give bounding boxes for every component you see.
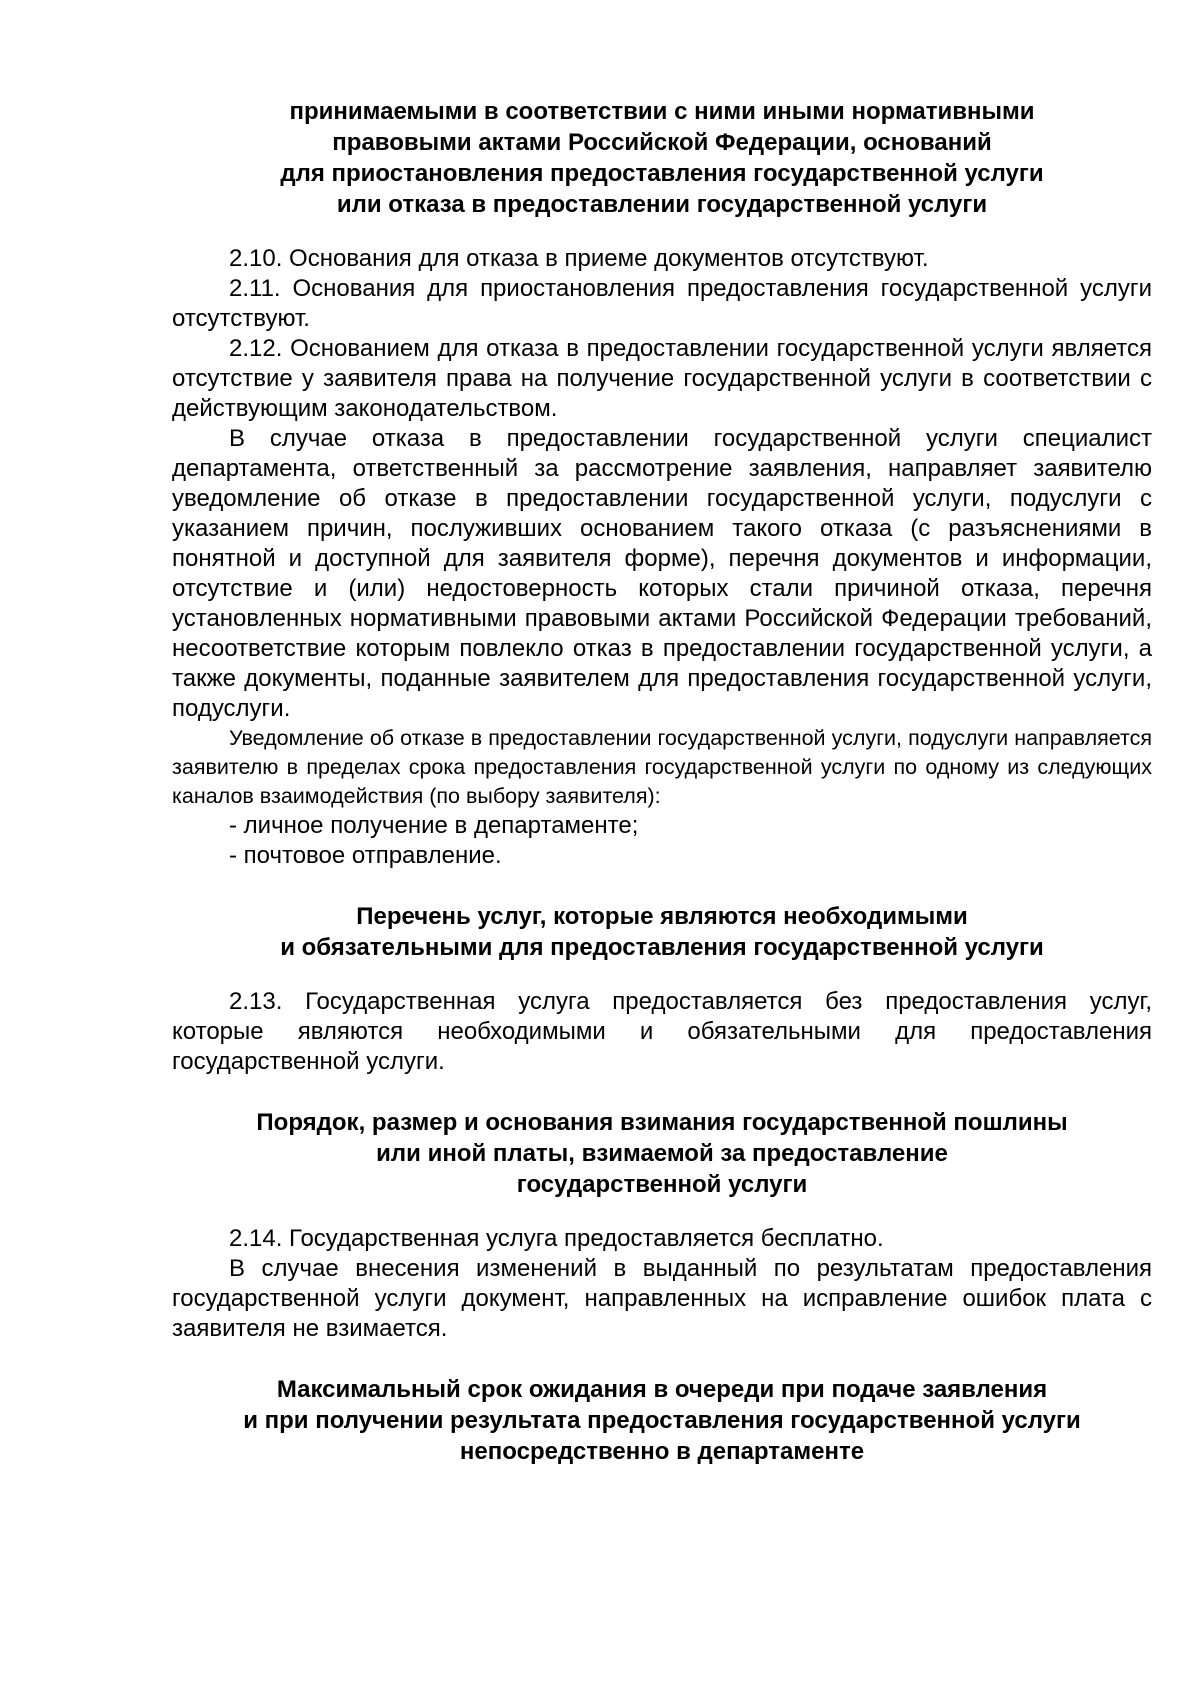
paragraph-2-10: 2.10. Основания для отказа в приеме документов отсутствуют. (229, 245, 929, 272)
heading-suspension-grounds (172, 96, 1152, 220)
heading-line: непосредственно в департаменте (459, 1438, 865, 1465)
heading-line: государственной услуги (516, 1171, 808, 1198)
list-item-channel: - личное получение в департаменте; (229, 812, 639, 839)
document-page (172, 96, 1152, 1467)
paragraph-notice-channels: Уведомление об отказе в предоставлении государственной услуги, подуслуги направляется заявителю в пределах срока предоставления государственной услуги по одному из следующих каналов взаимодействия (по выбору заявителя): (172, 726, 1152, 808)
list-item-channel: - почтовое отправление. (229, 842, 502, 869)
heading-line: принимаемыми в соответствии с ними иными нормативными (289, 98, 1035, 125)
heading-required-services (172, 901, 1152, 963)
paragraph-refusal-notice: В случае отказа в предоставлении государственной услуги специалист департамента, ответственный за рассмотрение заявления, направляет заявителю уведомление об отказе в предоставлении государственной услуги, подуслуги с указанием причин, послуживших основанием такого отказа (с разъяснениями в понятной и доступной для заявителя форме), перечня документов и информации, отсутствие и (или) недостоверность которых стали причиной отказа, перечня установленных нормативными правовыми актами Российской Федерации требований, несоответствие которым повлекло отказ в предоставлении государственной услуги, а также документы, поданные заявителем для предоставления государственной услуги, подуслуги. (172, 425, 1152, 722)
heading-line: для приостановления предоставления государственной услуги (280, 160, 1044, 187)
heading-line: или отказа в предоставлении государственной услуги (336, 191, 988, 218)
heading-line: правовыми актами Российской Федерации, оснований (332, 129, 992, 156)
paragraph-2-12: 2.12. Основанием для отказа в предоставлении государственной услуги является отсутствие у заявителя права на получение государственной услуги в соответствии с действующим законодательством. (172, 335, 1152, 422)
paragraph-2-14: 2.14. Государственная услуга предоставляется бесплатно. (229, 1225, 884, 1252)
heading-state-fee (172, 1107, 1152, 1200)
heading-line: и обязательными для предоставления государственной услуги (280, 934, 1044, 961)
paragraph-2-13: 2.13. Государственная услуга предоставляется без предоставления услуг, которые являются необходимыми и обязательными для предоставления государственной услуги. (172, 988, 1152, 1075)
heading-line: Порядок, размер и основания взимания государственной пошлины (256, 1109, 1068, 1136)
heading-line: и при получении результата предоставления государственной услуги (243, 1407, 1081, 1434)
heading-line: Максимальный срок ожидания в очереди при подаче заявления (276, 1376, 1048, 1403)
heading-line: или иной платы, взимаемой за предоставление (376, 1140, 948, 1167)
heading-queue-time (172, 1374, 1152, 1467)
paragraph-2-11: 2.11. Основания для приостановления предоставления государственной услуги отсутствуют. (172, 275, 1152, 332)
heading-line: Перечень услуг, которые являются необходимыми (356, 903, 968, 930)
paragraph-document-changes: В случае внесения изменений в выданный по результатам предоставления государственной услуги документ, направленных на исправление ошибок плата с заявителя не взимается. (172, 1255, 1152, 1342)
